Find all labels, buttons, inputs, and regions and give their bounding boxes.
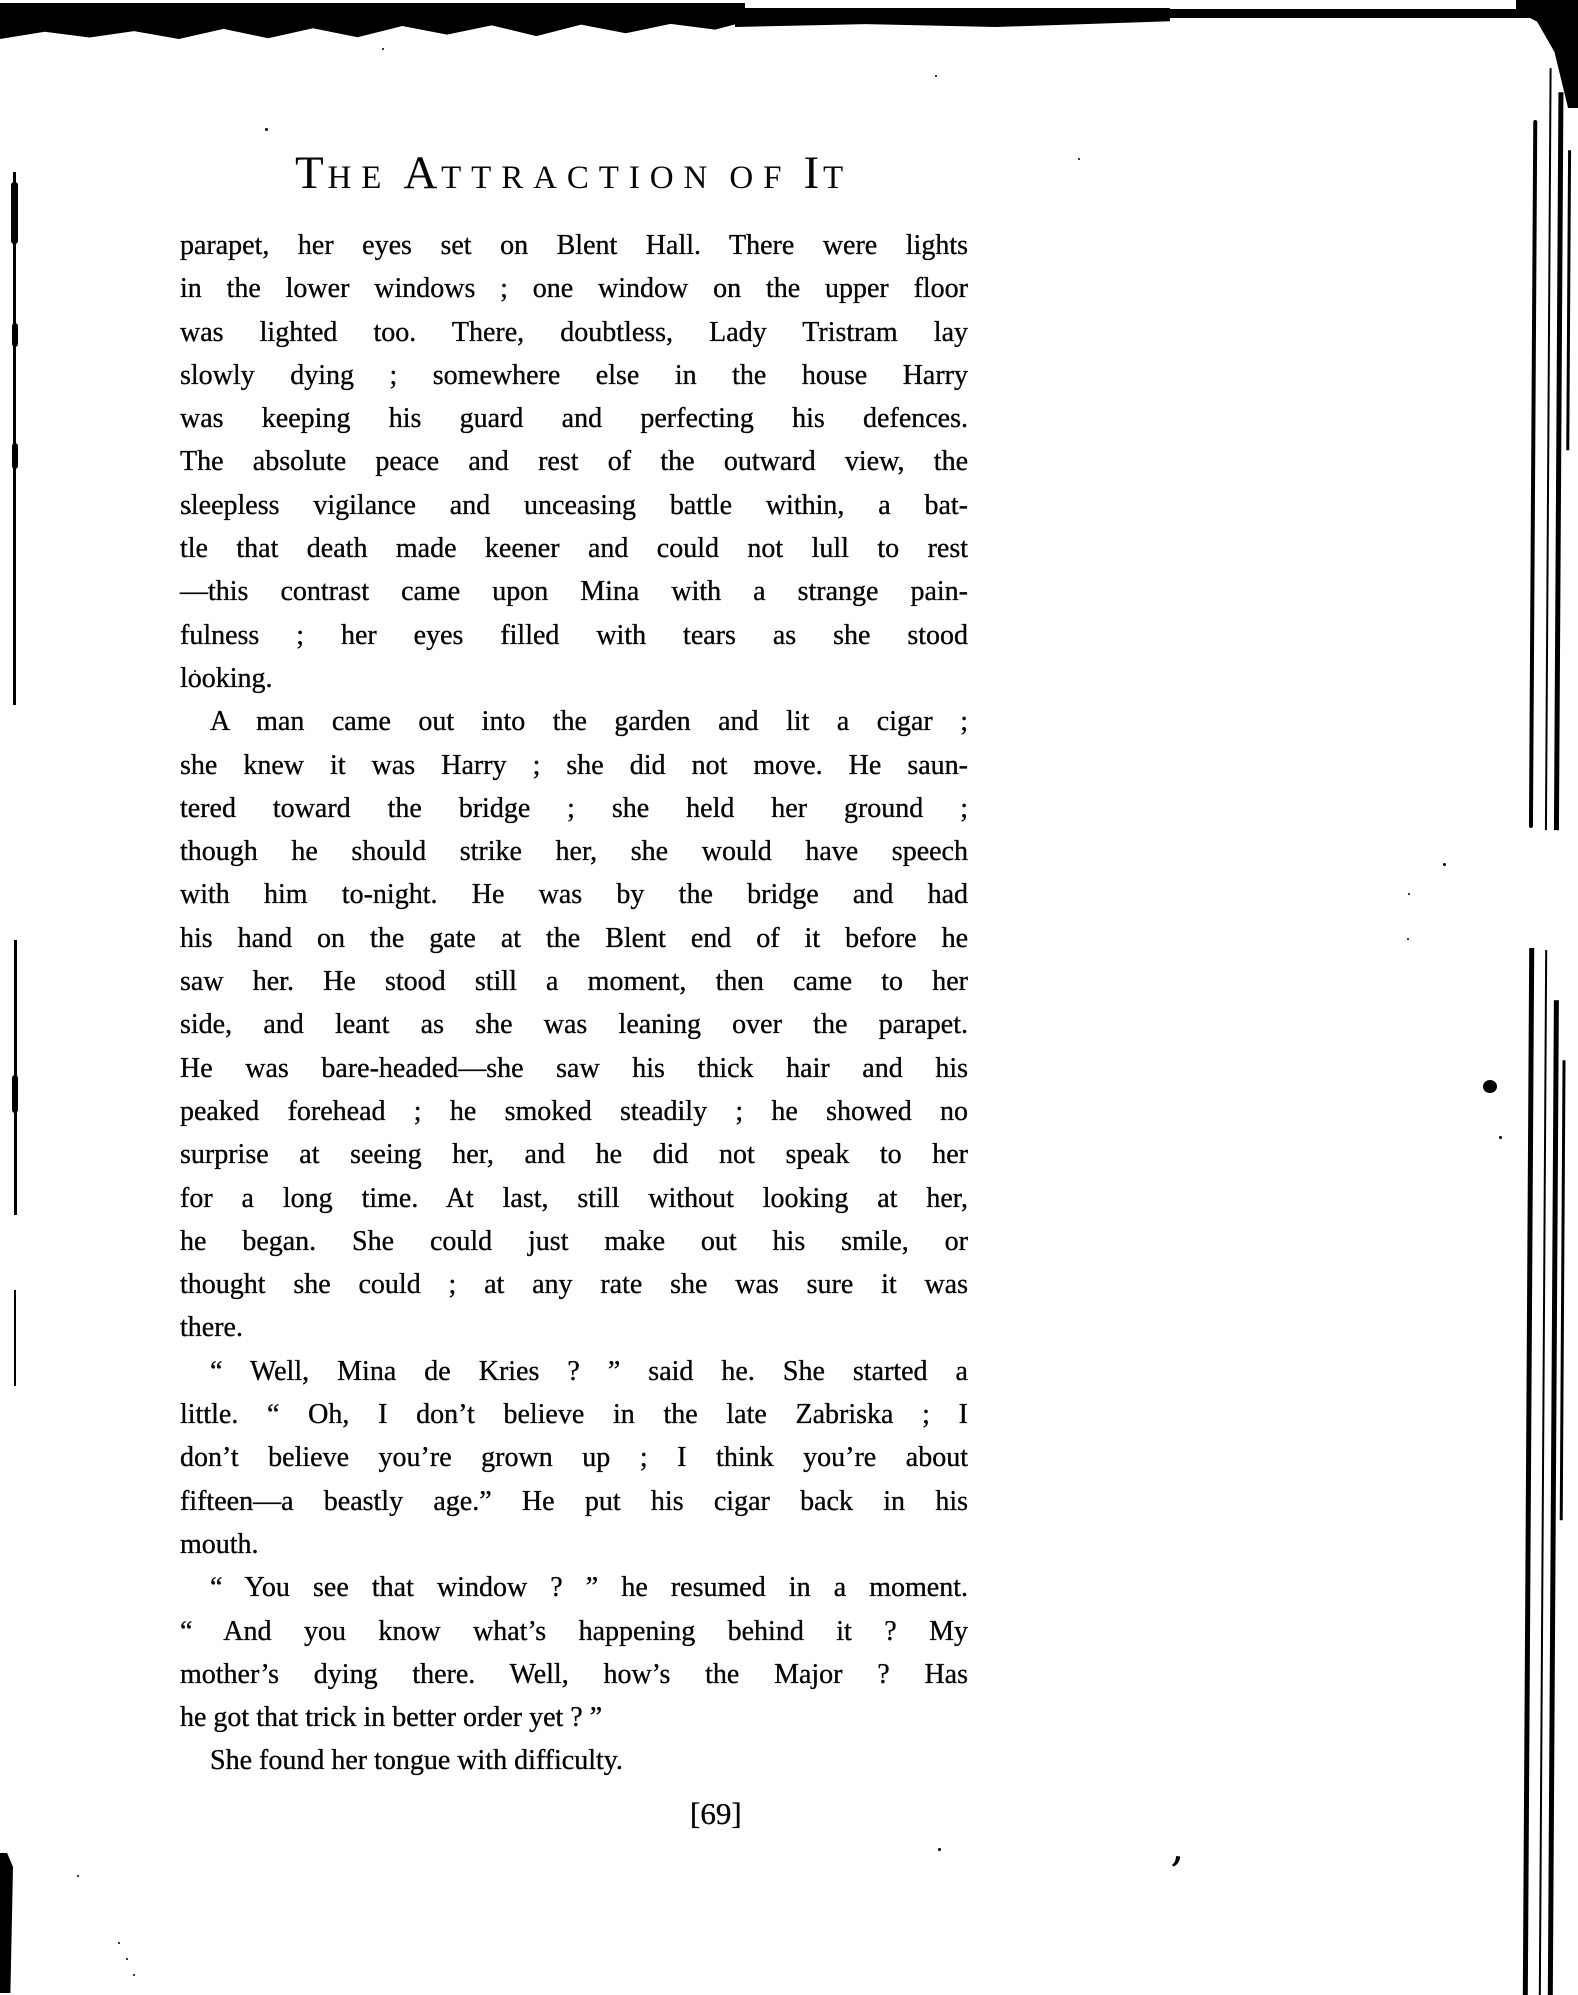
- text-line: sleepless vigilance and unceasing battle within, a bat-: [180, 489, 968, 521]
- heading-word: THE: [294, 147, 392, 199]
- text-line: —this contrast came upon Mina with a strange pain-: [180, 576, 968, 608]
- text-line: A man came out into the garden and lit a cigar ;: [210, 706, 968, 738]
- text-line: mouth.: [180, 1528, 259, 1560]
- paragraph: [180, 1350, 968, 1566]
- paragraph: [180, 224, 968, 700]
- ink-dot: [1483, 1080, 1497, 1093]
- scan-speck: [1407, 938, 1409, 940]
- text-line: was lighted too. There, doubtless, Lady Tristram lay: [180, 316, 968, 348]
- scan-speck: [1408, 893, 1410, 895]
- text-line: tered toward the bridge ; she held her ground ;: [180, 792, 968, 824]
- text-line: in the lower windows ; one window on the upper floor: [180, 273, 968, 305]
- text-line: there.: [180, 1312, 243, 1344]
- text-line: thought she could ; at any rate she was sure it was: [180, 1269, 968, 1301]
- scan-top-bar: [735, 8, 1170, 27]
- text-line: was keeping his guard and perfecting his defences.: [180, 403, 968, 435]
- text-line: with him to-night. He was by the bridge and had: [180, 879, 968, 911]
- paragraph: [180, 1739, 968, 1782]
- text-line: “ And you know what’s happening behind it ? My: [180, 1615, 968, 1647]
- text-line: he began. She could just make out his smile, or: [180, 1225, 968, 1257]
- text-line: tle that death made keener and could not lull to rest: [180, 533, 968, 565]
- text-line: little. “ Oh, I don’t believe in the late Zabriska ; I: [180, 1399, 968, 1431]
- text-line: she knew it was Harry ; she did not move. He saun-: [180, 749, 968, 781]
- text-line: surprise at seeing her, and he did not speak to her: [180, 1139, 968, 1171]
- ink-fleck: ’: [1165, 1847, 1185, 1900]
- text-line: parapet, her eyes set on Blent Hall. There were lights: [180, 230, 968, 261]
- text-line: “ You see that window ? ” he resumed in a moment.: [210, 1572, 968, 1604]
- text-line: peaked forehead ; he smoked steadily ; he showed no: [180, 1095, 968, 1127]
- text-line: don’t believe you’re grown up ; I think you’re about: [180, 1442, 968, 1474]
- paragraph: [180, 1566, 968, 1739]
- scan-speck: [133, 1974, 135, 1976]
- text-line: “ Well, Mina de Kries ? ” said he. She started a: [210, 1355, 968, 1387]
- scan-speck: [265, 128, 268, 131]
- scan-speck: [77, 1875, 79, 1877]
- text-line: mother’s dying there. Well, how’s the Major ? Has: [180, 1658, 968, 1690]
- scan-speck: [935, 75, 937, 77]
- text-line: side, and leant as she was leaning over the parapet.: [180, 1009, 968, 1041]
- paragraph: [180, 700, 968, 1349]
- text-line: fifteen—a beastly age.” He put his cigar back in his: [180, 1485, 968, 1517]
- text-line: for a long time. At last, still without looking at her,: [180, 1182, 968, 1214]
- left-edge-marks: [10, 0, 20, 1995]
- text-line: saw her. He stood still a moment, then came to her: [180, 966, 968, 998]
- text-line: fulness ; her eyes filled with tears as she stood: [180, 619, 968, 651]
- scan-top-bar: [0, 3, 745, 39]
- text-line: The absolute peace and rest of the outward view, the: [180, 446, 968, 478]
- heading-word: OF: [729, 160, 792, 196]
- text-line: though he should strike her, she would have speech: [180, 836, 968, 868]
- scan-speck: [126, 1958, 128, 1960]
- scan-speck: [118, 1942, 120, 1944]
- page-heading: [180, 146, 968, 200]
- heading-word: ATTRACTION: [403, 147, 718, 199]
- scan-speck: [1499, 1136, 1502, 1139]
- page-number: [69]: [690, 1796, 742, 1831]
- text-line: He was bare-headed—she saw his thick hair and his: [180, 1052, 968, 1084]
- heading-word: IT: [803, 147, 854, 199]
- book-binding-lines: [1516, 0, 1578, 1995]
- text-line: slowly dying ; somewhere else in the house Harry: [180, 359, 968, 391]
- text-line: his hand on the gate at the Blent end of it before he: [180, 922, 968, 954]
- text-line: looking.: [180, 662, 273, 694]
- text-line: She found her tongue with difficulty.: [210, 1745, 623, 1777]
- page-body: [180, 224, 968, 1783]
- scan-speck: [382, 48, 384, 50]
- scan-speck: [1443, 863, 1446, 866]
- scan-speck: [938, 1848, 941, 1851]
- scan-top-line: [1160, 9, 1565, 18]
- scan-speck: [1078, 158, 1080, 160]
- text-line: he got that trick in better order yet ? ”: [180, 1702, 603, 1734]
